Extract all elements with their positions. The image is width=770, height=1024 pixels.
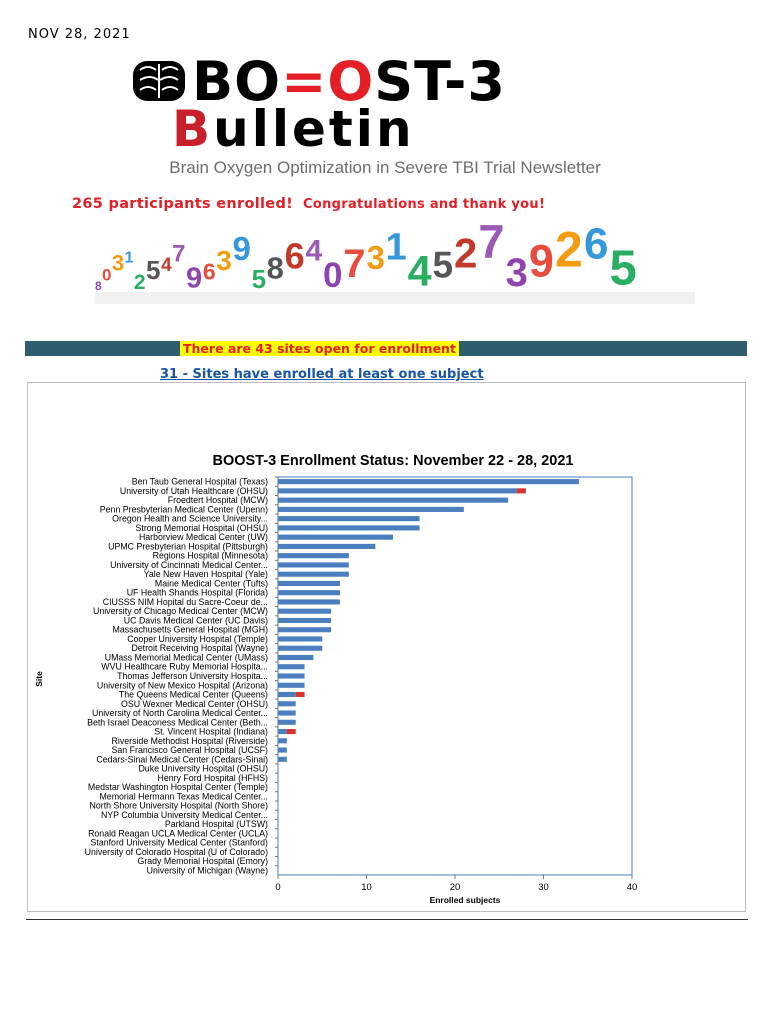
banner-digit: 0	[322, 255, 343, 295]
site-label: CIUSSS NIM Hopital du Sacre-Coeur de...	[102, 596, 268, 607]
banner-digit: 9	[232, 230, 251, 268]
bulletin-title	[172, 100, 415, 158]
bulletin-rest: ulletin	[213, 100, 415, 158]
banner-digit: 9	[186, 262, 203, 295]
enrolled-bar	[278, 627, 331, 632]
banner-digit: 1	[385, 226, 407, 269]
site-label: Henry Ford Hospital (HFHS)	[157, 772, 268, 783]
banner-digit: 9	[528, 235, 554, 287]
enrolled-bar	[278, 673, 305, 678]
thanks-message: Congratulations and thank you!	[303, 197, 546, 212]
enrolled-bar	[278, 683, 305, 688]
enrolled-bar	[278, 479, 579, 484]
banner-digit: 7	[343, 242, 366, 286]
site-label: Strong Memorial Hospital (OHSU)	[135, 522, 268, 533]
this-week-bar	[517, 488, 526, 493]
enrolled-bar	[278, 572, 349, 577]
banner-digit: 6	[284, 235, 305, 277]
enrolled-bar	[278, 664, 305, 669]
y-axis-label: Site	[34, 671, 44, 687]
site-label: Ronald Reagan UCLA Medical Center (UCLA)	[88, 828, 268, 839]
site-label: Froedtert Hospital (MCW)	[167, 495, 268, 506]
banner-digit: 6	[583, 222, 609, 269]
banner-digit: 1	[124, 249, 134, 267]
site-label: University of North Carolina Medical Center...	[91, 708, 268, 719]
banner-digit: 4	[407, 247, 432, 296]
enrolled-bar	[278, 553, 349, 558]
enrolled-bar	[278, 488, 517, 493]
banner-digit: 4	[305, 234, 323, 268]
x-tick-label: 30	[538, 882, 549, 893]
enrolled-bar	[278, 498, 508, 503]
brain-icon	[130, 58, 188, 104]
enrolled-bar	[278, 525, 420, 530]
enrolled-bar	[278, 609, 331, 614]
enrolled-bar	[278, 701, 296, 706]
site-label: Maine Medical Center (Tufts)	[154, 578, 268, 589]
banner-digit: 8	[95, 279, 102, 294]
site-label: Medstar Washington Hospital Center (Temple)	[87, 782, 268, 793]
site-label: Beth Israel Deaconess Medical Center (Beth...	[87, 717, 268, 728]
logo-equals: =	[281, 50, 328, 113]
site-label: UC Davis Medical Center (UC Davis)	[123, 615, 268, 626]
site-label: Cedars-Sinai Medical Center (Cedars-Sinai)	[96, 754, 268, 765]
enrollment-bar-chart	[28, 383, 745, 911]
enrolled-bar	[278, 692, 296, 697]
banner-digit: 5	[432, 244, 454, 286]
colorful-numbers-graphic	[95, 222, 695, 312]
enrolled-bar	[278, 544, 375, 549]
site-label: San Francisco General Hospital (UCSF)	[111, 745, 268, 756]
banner-digit: 2	[554, 222, 583, 278]
site-label: University of Utah Healthcare (OHSU)	[119, 485, 268, 496]
enrolled-bar	[278, 535, 393, 540]
banner-digit: 6	[202, 258, 216, 285]
bottom-divider	[26, 919, 748, 920]
site-label: UPMC Presbyterian Hospital (Pittsburgh)	[108, 541, 268, 552]
site-label: UF Health Shands Hospital (Florida)	[126, 587, 268, 598]
enrolled-bar	[278, 729, 287, 734]
site-label: NYP Columbia University Medical Center...	[100, 809, 268, 820]
newsletter-date: NOV 28, 2021	[28, 27, 131, 42]
banner-digit: 7	[172, 240, 186, 268]
banner-digit: 5	[251, 264, 267, 295]
enrolled-bar	[278, 757, 287, 762]
site-label: UMass Memorial Medical Center (UMass)	[104, 652, 268, 663]
banner-digit: 3	[366, 239, 385, 277]
banner-digit: 3	[111, 250, 125, 276]
site-label: Massachusetts General Hospital (MGH)	[112, 624, 268, 635]
site-label: Detroit Receiving Hospital (Wayne)	[131, 643, 268, 654]
banner-digit: 3	[216, 244, 232, 276]
banner-digit: 2	[133, 270, 146, 294]
site-label: Oregon Health and Science University...	[112, 513, 268, 524]
site-label: Memorial Hermann Texas Medical Center...	[99, 791, 268, 802]
site-label: Harborview Medical Center (UW)	[138, 532, 268, 543]
banner-digit: 4	[161, 255, 172, 277]
this-week-bar	[287, 729, 296, 734]
enrollment-headline	[72, 196, 545, 212]
site-label: University of Chicago Medical Center (MCW)	[92, 606, 268, 617]
trial-subtitle: Brain Oxygen Optimization in Severe TBI Trial Newsletter	[169, 158, 601, 177]
site-label: Grady Memorial Hospital (Emory)	[137, 856, 268, 867]
site-label: Riverside Methodist Hospital (Riverside)	[111, 735, 268, 746]
enrolled-bar	[278, 599, 340, 604]
enrolled-bar	[278, 646, 322, 651]
enrolled-bar	[278, 581, 340, 586]
site-label: Regions Hospital (Minnesota)	[152, 550, 268, 561]
site-label: WVU Healthcare Ruby Memorial Hospita...	[101, 661, 268, 672]
site-label: Cooper University Hospital (Temple)	[127, 633, 268, 644]
x-tick-label: 20	[449, 882, 461, 893]
enrolled-bar	[278, 720, 296, 725]
x-tick-label: 10	[361, 882, 372, 893]
enrolled-bar	[278, 590, 340, 595]
site-label: St. Vincent Hospital (Indiana)	[154, 726, 268, 737]
site-label: Thomas Jefferson University Hospita...	[117, 671, 268, 681]
enrolled-bar	[278, 748, 287, 753]
site-label: Ben Taub General Hospital (Texas)	[131, 476, 268, 487]
site-label: University of New Mexico Hospital (Arizona)	[96, 680, 268, 691]
logo-prefix: BO	[192, 50, 282, 113]
enrolled-count: 265 participants enrolled!	[72, 196, 294, 212]
logo-suffix: ST-3	[374, 50, 507, 113]
enrolled-bar	[278, 516, 420, 521]
site-label: University of Cincinnati Medical Center...	[110, 559, 268, 570]
x-axis-label: Enrolled subjects	[429, 895, 501, 905]
banner-digit: 5	[609, 241, 637, 296]
site-label: University of Colorado Hospital (U of Colorado)	[84, 846, 268, 857]
enrolled-bar	[278, 655, 313, 660]
enrolled-bar	[278, 710, 296, 715]
enrolled-bar	[278, 636, 322, 641]
x-tick-label: 0	[275, 882, 281, 893]
site-label: Penn Presbyterian Medical Center (Upenn)	[99, 504, 268, 515]
site-label: The Queens Medical Center (Queens)	[118, 689, 268, 700]
banner-digit: 8	[266, 250, 284, 286]
enrolled-bar	[278, 507, 464, 512]
site-label: North Shore University Hospital (North Shore)	[89, 800, 268, 811]
banner-digit: 3	[505, 251, 528, 295]
sites-open-banner: There are 43 sites open for enrollment	[180, 341, 459, 356]
site-label: Parkland Hospital (UTSW)	[164, 819, 268, 830]
site-label: Yale New Haven Hospital (Yale)	[143, 569, 268, 580]
logo-o: O	[327, 50, 375, 113]
sites-enrolled-heading: 31 - Sites have enrolled at least one subject	[160, 367, 484, 382]
site-label: OSU Wexner Medical Center (OHSU)	[121, 698, 268, 709]
bulletin-first-letter: B	[172, 100, 214, 158]
enrolled-bar	[278, 562, 349, 567]
chart-title: BOOST-3 Enrollment Status: November 22 - 28, 2021	[212, 453, 574, 469]
banner-digit: 5	[146, 255, 161, 286]
banner-digit: 7	[478, 222, 505, 268]
banner-digit: 2	[454, 229, 478, 277]
enrolled-bar	[278, 738, 287, 743]
enrolled-bar	[278, 618, 331, 623]
banner-digit: 0	[101, 265, 112, 285]
site-label: University of Michigan (Wayne)	[146, 865, 268, 876]
enrollment-chart	[27, 382, 746, 912]
x-tick-label: 40	[626, 882, 638, 893]
site-label: Duke University Hospital (OHSU)	[138, 763, 268, 774]
site-label: Stanford University Medical Center (Stanford)	[90, 837, 268, 848]
this-week-bar	[296, 692, 305, 697]
